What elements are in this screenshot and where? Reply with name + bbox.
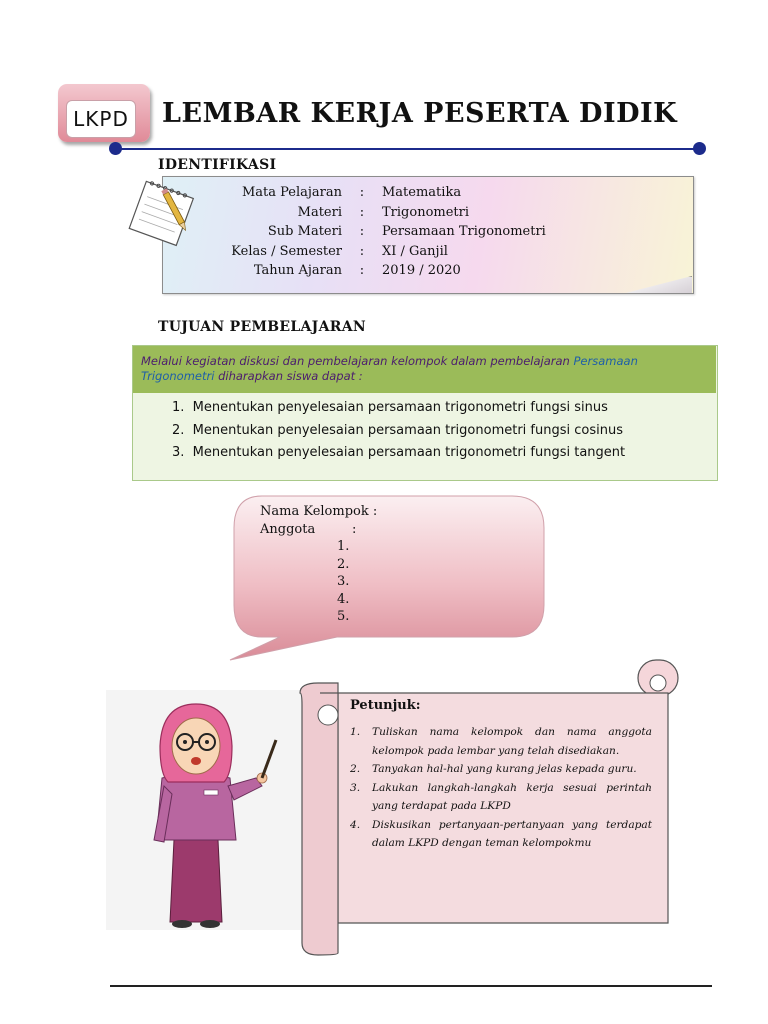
identity-value: XI / Ganjil — [382, 243, 448, 259]
identity-row — [162, 261, 682, 281]
divider-right-dot — [693, 142, 706, 155]
group-member-list — [337, 538, 349, 626]
instruction-text: Lakukan langkah-langkah kerja sesuai perintah yang terdapat pada LKPD — [372, 781, 652, 812]
objectives-intro-text: diharapkan siswa dapat : — [214, 369, 363, 383]
identity-label: Sub Materi — [267, 224, 342, 239]
instruction-number: 3. — [350, 781, 361, 794]
identity-row — [162, 203, 682, 223]
objective-number: 2. — [172, 422, 185, 438]
objective-text: Menentukan penyelesaian persamaan trigonometri fungsi sinus — [192, 400, 608, 415]
group-members-colon: : — [352, 522, 357, 537]
group-members-label: Anggota — [260, 522, 316, 537]
member-number: 2. — [337, 556, 350, 572]
identity-value: 2019 / 2020 — [382, 263, 461, 278]
identity-label: Mata Pelajaran — [241, 185, 342, 200]
identity-value: Persamaan Trigonometri — [382, 224, 546, 239]
divider-left-dot — [109, 142, 122, 155]
objective-number: 3. — [172, 445, 185, 460]
member-number: 1. — [337, 539, 350, 554]
teacher-illustration — [106, 690, 302, 930]
instruction-item — [350, 816, 652, 853]
identity-value: Trigonometri — [382, 204, 470, 220]
footer-rule — [110, 985, 712, 987]
objective-text: Menentukan penyelesaian persamaan trigonometri fungsi tangent — [192, 445, 626, 460]
instructions-content — [350, 698, 652, 853]
objectives-intro-highlight: Persamaan — [573, 354, 638, 368]
identity-colon: : — [359, 185, 365, 200]
identity-colon: : — [359, 204, 365, 220]
group-name-label: Nama Kelompok : — [260, 504, 378, 519]
identity-value: Matematika — [382, 185, 462, 200]
objective-item — [172, 420, 625, 443]
objective-item — [172, 397, 625, 420]
identity-label: Kelas / Semester — [231, 243, 342, 259]
member-number: 4. — [337, 591, 350, 607]
identity-row — [162, 222, 682, 242]
objective-number: 1. — [172, 400, 185, 415]
instruction-text: Tuliskan nama kelompok dan nama anggota kelompok pada lembar yang telah disediakan. — [372, 726, 652, 757]
identity-table — [162, 183, 682, 281]
instruction-number: 4. — [350, 818, 361, 831]
instruction-text: Diskusikan pertanyaan-pertanyaan yang terdapat dalam LKPD dengan teman kelompokmu — [372, 818, 652, 849]
instruction-item — [350, 760, 652, 779]
header-divider — [115, 148, 703, 150]
objectives-list — [172, 397, 625, 465]
identity-row — [162, 242, 682, 262]
objective-item — [172, 442, 625, 465]
identity-row — [162, 183, 682, 203]
page-title: LEMBAR KERJA PESERTA DIDIK — [162, 98, 678, 129]
identity-colon: : — [359, 224, 365, 239]
member-number: 5. — [337, 609, 350, 624]
identity-colon: : — [359, 263, 365, 278]
identity-heading: IDENTIFIKASI — [158, 157, 277, 173]
instruction-text: Tanyakan hal-hal yang kurang jelas kepada guru. — [372, 763, 637, 775]
identity-label: Tahun Ajaran — [253, 263, 342, 278]
instruction-item — [350, 723, 652, 760]
instruction-number: 2. — [350, 763, 361, 775]
objectives-heading: TUJUAN PEMBELAJARAN — [158, 319, 366, 335]
lkpd-badge: LKPD — [66, 100, 136, 138]
objectives-intro-highlight: Trigonometri — [141, 369, 215, 383]
instruction-item — [350, 779, 652, 816]
objective-text: Menentukan penyelesaian persamaan trigonometri fungsi cosinus — [192, 422, 623, 438]
member-number: 3. — [337, 574, 350, 589]
objectives-intro — [133, 346, 716, 393]
identity-label: Materi — [297, 204, 342, 220]
instructions-title: Petunjuk: — [350, 698, 421, 713]
identity-colon: : — [359, 243, 365, 259]
objectives-intro-text: Melalui kegiatan diskusi dan pembelajaran kelompok dalam pembelajaran — [141, 354, 574, 368]
instruction-number: 1. — [350, 726, 361, 738]
